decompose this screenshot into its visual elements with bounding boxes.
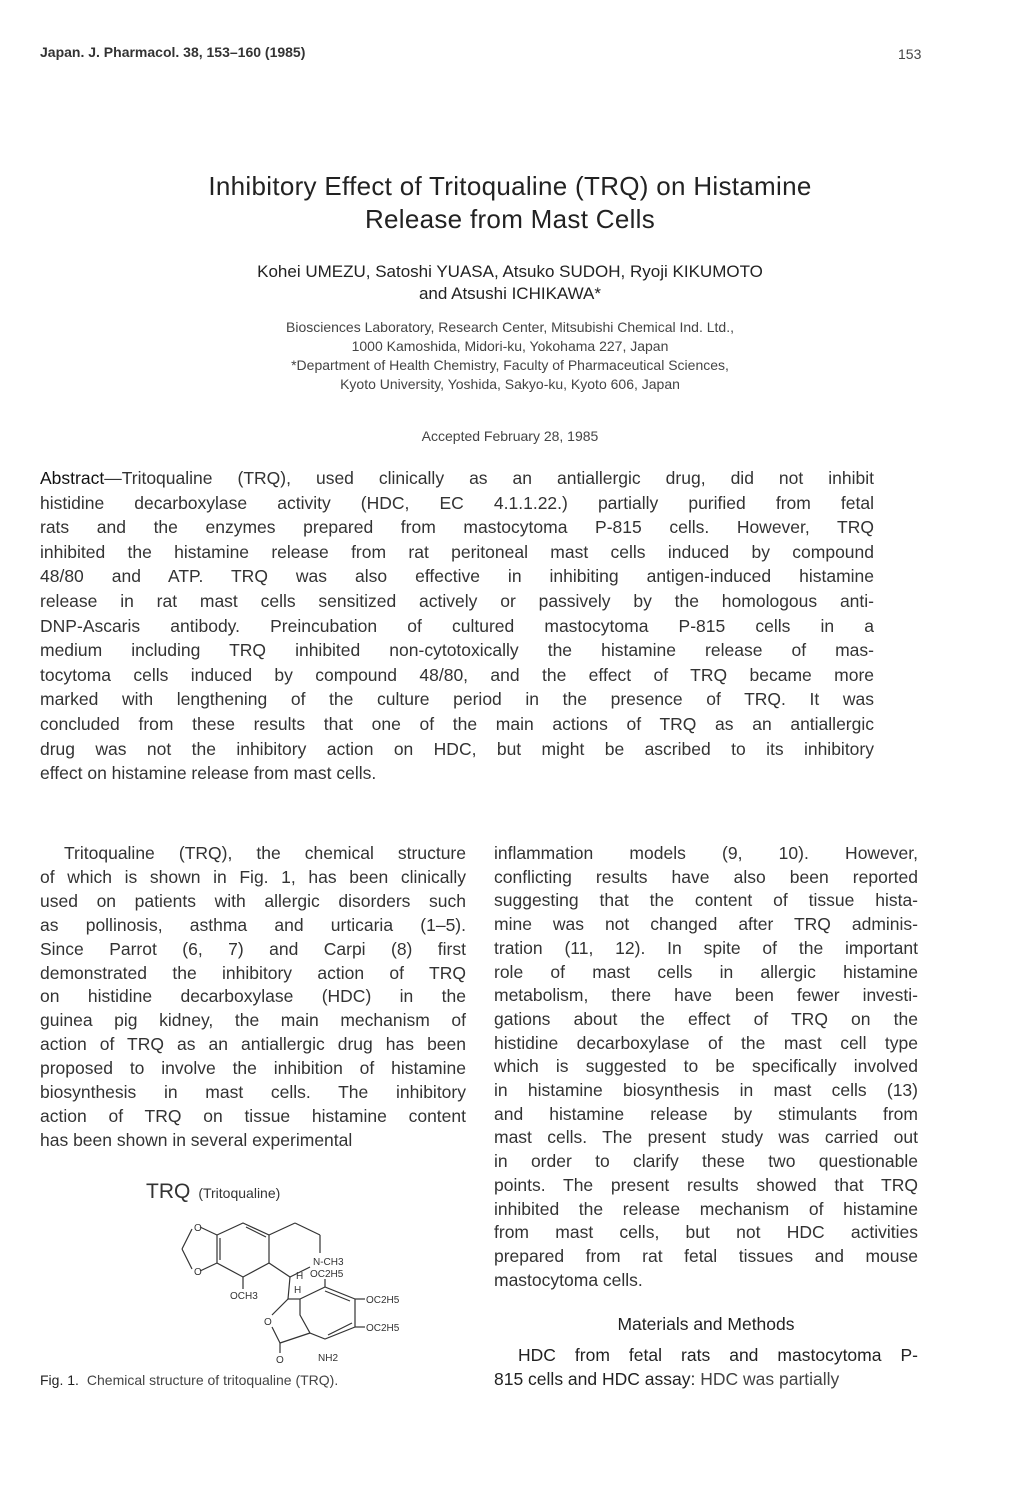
subheading-line: HDC from fetal rats and mastocytoma P- [518,1345,918,1365]
text-line: Since Parrot (6, 7) and Carpi (8) first [40,938,466,959]
author-line: and Atsushi ICHIKAWA* [418,284,602,303]
figure-title: TRQ [146,1180,191,1203]
figure-label [146,1180,280,1204]
text-line: DNP-Ascaris antibody. Preincubation of cultured mastocytoma P-815 cells in a [40,615,874,636]
text-line: prepared from rat fetal tissues and mouse [494,1245,918,1266]
text-line: and histamine release by stimulants from [494,1103,918,1124]
text-line: biosynthesis in mast cells. The inhibitory [40,1082,466,1102]
affiliations [0,318,1020,394]
text-line: histidine decarboxylase of the mast cell type [494,1032,918,1053]
text-line: tocytoma cells induced by compound 48/80, and the effect of TRQ became more [40,664,874,685]
text-line: suggesting that the content of tissue hista- [494,890,918,911]
text-line: which is suggested to be specifically involved [494,1056,918,1077]
abstract-label: Abstract [40,468,105,488]
journal-citation: Japan. J. Pharmacol. 38, 153–160 (1985) [40,44,306,60]
text-line: has been shown in several experimental [40,1129,353,1150]
text-line: effect on histamine release from mast cells. [40,763,377,784]
affiliation-line: *Department of Health Chemistry, Faculty of Pharmaceutical Sciences, [291,357,729,373]
atom-label: H [296,1271,304,1282]
atom-label: N-CH3 [313,1257,344,1268]
accepted-date: Accepted February 28, 1985 [421,428,599,444]
text-line: histidine decarboxylase activity (HDC, EC 4.1.1.22.) partially purified from fetal [40,492,874,513]
title-line: Inhibitory Effect of Tritoqualine (TRQ) on Histamine [208,171,812,201]
text-line: as pollinosis, asthma and urticaria (1–5). [40,914,466,935]
atom-label: O [194,1223,202,1234]
text-line: rats and the enzymes prepared from mastocytoma P-815 cells. However, TRQ [40,517,874,538]
text-line: mast cells. The present study was carried out [494,1127,918,1148]
text-line: of which is shown in Fig. 1, has been clinically [40,866,466,887]
subheading-line [494,1369,918,1390]
text-line: release in rat mast cells sensitized actively or passively by the homologous anti- [40,591,874,611]
atom-label: O [264,1317,272,1328]
title-line: Release from Mast Cells [364,204,656,234]
body-text: HDC was partially [700,1369,840,1389]
text-line: guinea pig kidney, the main mechanism of [40,1010,466,1031]
atom-label: O [194,1267,202,1278]
affiliation-line: 1000 Kamoshida, Midori-ku, Yokohama 227, Japan [351,338,669,354]
authors [0,261,1020,305]
caption-label: Fig. 1. [40,1372,79,1388]
text-line: in order to clarify these two questionable [494,1151,918,1172]
text-line: mastocytoma cells. [494,1269,643,1290]
text-line: from mast cells, but not HDC activities [494,1222,918,1243]
text-line: proposed to involve the inhibition of histamine [40,1058,466,1079]
figure-caption [40,1372,338,1388]
subheading-text: 815 cells and HDC assay: [494,1369,696,1389]
figure-subtitle: (Tritoqualine) [198,1185,281,1201]
text-line: demonstrated the inhibitory action of TRQ [40,962,466,983]
atom-label: NH2 [318,1353,339,1364]
text-line: used on patients with allergic disorders such [40,890,466,911]
text-line: inhibited the histamine release from rat peritoneal mast cells induced by compound [40,541,874,562]
text-line: action of TRQ on tissue histamine content [40,1105,466,1126]
affiliation-line: Biosciences Laboratory, Research Center, Mitsubishi Chemical Ind. Ltd., [286,319,734,335]
text-line: inflammation models (9, 10). However, [494,843,918,863]
page-number: 153 [898,46,922,62]
text-line: role of mast cells in allergic histamine [494,961,918,982]
text-line: Abstract—Tritoqualine (TRQ), used clinically as an antiallergic drug, did not inhibit [40,468,874,488]
caption-text: Chemical structure of tritoqualine (TRQ). [86,1372,339,1388]
text-line: medium including TRQ inhibited non-cytotoxically the histamine release of mas- [40,640,874,661]
author-line: Kohei UMEZU, Satoshi YUASA, Atsuko SUDOH, Ryoji KIKUMOTO [257,262,763,281]
atom-label: OC2H5 [310,1269,344,1280]
text-line: tration (11, 12). In spite of the important [494,937,918,958]
atom-label: OCH3 [230,1291,258,1302]
text-line: 48/80 and ATP. TRQ was also effective in inhibiting antigen-induced histamine [40,566,874,587]
chemical-structure [160,1215,480,1365]
text-line: drug was not the inhibitory action on HDC, but might be ascribed to its inhibitory [40,738,874,759]
text-line: on histidine decarboxylase (HDC) in the [40,986,466,1007]
text-line: conflicting results have also been reported [494,866,918,887]
text-line: in histamine biosynthesis in mast cells (13) [494,1080,918,1100]
atom-label: OC2H5 [366,1323,400,1334]
atom-label: O [276,1355,284,1365]
section-heading: Materials and Methods [617,1314,795,1334]
text-line: marked with lengthening of the culture period in the presence of TRQ. It was [40,689,874,710]
text-line: Tritoqualine (TRQ), the chemical structure [64,843,466,863]
text-line: metabolism, there have been fewer investi- [494,985,918,1006]
affiliation-line: Kyoto University, Yoshida, Sakyo-ku, Kyoto 606, Japan [340,376,680,392]
text-line: action of TRQ as an antiallergic drug has been [40,1034,466,1055]
atom-label: H [294,1285,302,1296]
paper-title [0,170,1020,236]
text-line: inhibited the release mechanism of histamine [494,1198,918,1219]
text-line: mine was not changed after TRQ adminis- [494,914,918,935]
text-line: concluded from these results that one of the main actions of TRQ as an antiallergic [40,714,874,734]
text-line: points. The present results showed that TRQ [494,1174,918,1195]
text-line: gations about the effect of TRQ on the [494,1008,918,1029]
atom-label: OC2H5 [366,1295,400,1306]
